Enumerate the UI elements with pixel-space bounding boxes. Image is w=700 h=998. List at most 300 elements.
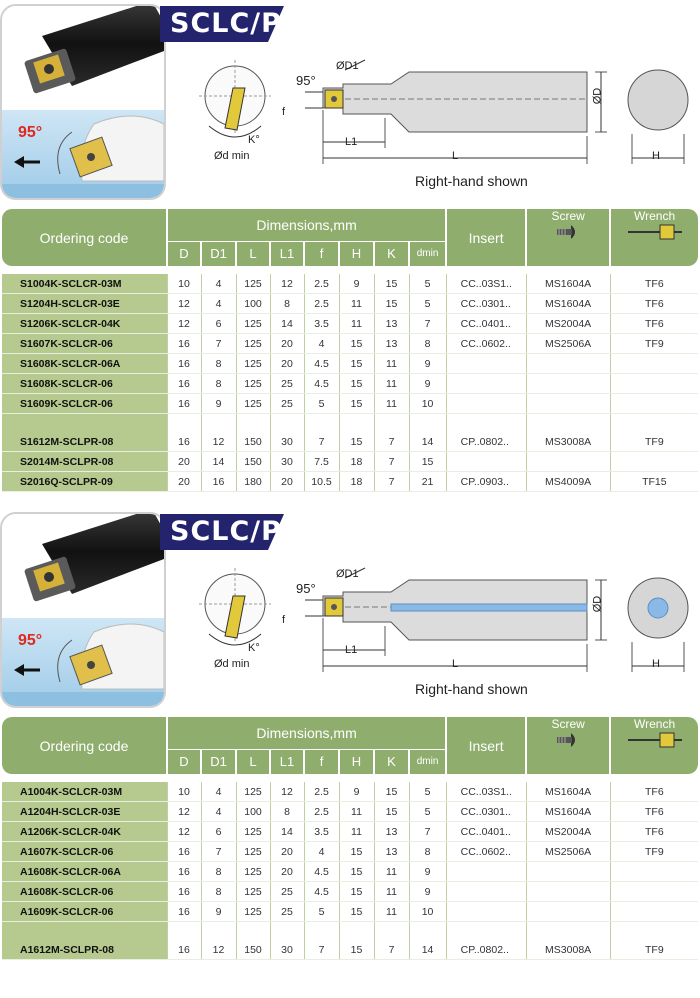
table-row: [2, 902, 698, 922]
header-col-l1: L1: [270, 749, 304, 774]
dim-h: 15: [339, 902, 374, 922]
insert-code: CP..0802..: [446, 940, 526, 960]
ordering-code: A1608K-SCLCR-06A: [2, 862, 167, 882]
insert-code: CC..03S1..: [446, 782, 526, 802]
screw-code: [526, 354, 610, 374]
dim-k: 11: [374, 374, 409, 394]
dim-f: 2.5: [304, 274, 339, 294]
wrench-code: TF6: [610, 274, 698, 294]
dim-l1: 20: [270, 334, 304, 354]
screw-code: MS1604A: [526, 294, 610, 314]
diagram-k: K°: [248, 134, 260, 146]
dim-f: 3.5: [304, 822, 339, 842]
dim-l: 150: [236, 452, 270, 472]
insert-code: [446, 394, 526, 414]
diagram-d: ØD: [591, 595, 604, 613]
dim-d1: 9: [201, 902, 236, 922]
header-col-d: D: [167, 241, 201, 266]
table-spacer-row: [2, 414, 698, 433]
dim-l1: 25: [270, 882, 304, 902]
dim-l1: 25: [270, 374, 304, 394]
dim-f: 4: [304, 842, 339, 862]
dim-dmin: 5: [409, 274, 446, 294]
header-col-d: D: [167, 749, 201, 774]
dim-f: 2.5: [304, 782, 339, 802]
dim-l: 180: [236, 472, 270, 492]
screw-code: MS3008A: [526, 432, 610, 452]
header-wrench-spacer: [610, 749, 698, 774]
header-dimensions: Dimensions,mm: [167, 717, 446, 749]
ordering-code: S1612M-SCLPR-08: [2, 432, 167, 452]
insert-code: CC..0401..: [446, 822, 526, 842]
dim-d: 20: [167, 452, 201, 472]
wrench-code: [610, 902, 698, 922]
screw-code: MS2506A: [526, 842, 610, 862]
header-dimensions: Dimensions,mm: [167, 209, 446, 241]
table-row: [2, 452, 698, 472]
screw-code: [526, 882, 610, 902]
header-col-h: H: [339, 241, 374, 266]
dim-d1: 4: [201, 274, 236, 294]
dim-h: 18: [339, 452, 374, 472]
dim-d1: 16: [201, 472, 236, 492]
diagram-dmin: Ød min: [214, 658, 250, 670]
screw-icon: [553, 731, 583, 749]
ordering-code: S1004K-SCLCR-03M: [2, 274, 167, 294]
dim-dmin: 10: [409, 394, 446, 414]
dim-l: 125: [236, 334, 270, 354]
dim-f: 4.5: [304, 354, 339, 374]
header-col-f: f: [304, 241, 339, 266]
dim-d: 16: [167, 940, 201, 960]
dim-l: 125: [236, 902, 270, 922]
dim-d: 16: [167, 394, 201, 414]
caption: Right-hand shown: [415, 681, 528, 697]
product-photo: [0, 4, 166, 200]
dim-f: 7.5: [304, 452, 339, 472]
dim-h: 15: [339, 374, 374, 394]
screw-code: [526, 862, 610, 882]
wrench-code: TF6: [610, 294, 698, 314]
screw-code: MS1604A: [526, 782, 610, 802]
diagram-l: L: [452, 150, 459, 162]
table-row: [2, 274, 698, 294]
header-wrench-label: Wrench: [634, 717, 676, 731]
header-wrench-label: Wrench: [634, 209, 676, 223]
wrench-code: TF6: [610, 802, 698, 822]
dim-h: 11: [339, 822, 374, 842]
screw-code: MS4009A: [526, 472, 610, 492]
header-col-l: L: [236, 749, 270, 774]
insert-code: CC..0401..: [446, 314, 526, 334]
ordering-code: A1608K-SCLCR-06: [2, 882, 167, 902]
header-screw: [526, 717, 610, 749]
screw-code: [526, 452, 610, 472]
spec-table: [2, 209, 698, 492]
dim-d: 16: [167, 842, 201, 862]
ordering-code: S1204H-SCLCR-03E: [2, 294, 167, 314]
dim-d1: 4: [201, 782, 236, 802]
dim-h: 15: [339, 882, 374, 902]
header-col-f: f: [304, 749, 339, 774]
insert-code: CP..0903..: [446, 472, 526, 492]
wrench-icon: [626, 731, 684, 749]
table-row: [2, 334, 698, 354]
screw-code: MS3008A: [526, 940, 610, 960]
header-col-d1: D1: [201, 749, 236, 774]
header-wrench-spacer: [610, 241, 698, 266]
dim-dmin: 15: [409, 452, 446, 472]
dim-h: 11: [339, 294, 374, 314]
dim-l1: 25: [270, 902, 304, 922]
insert-code: CC..0602..: [446, 842, 526, 862]
wrench-icon: [626, 223, 684, 241]
product-photo: [0, 512, 166, 708]
diagram-angle: 95°: [296, 581, 316, 596]
dim-d: 16: [167, 862, 201, 882]
dim-l: 125: [236, 822, 270, 842]
header-screw-spacer: [526, 241, 610, 266]
spec-table: [2, 717, 698, 960]
table-row: [2, 842, 698, 862]
dim-l1: 20: [270, 354, 304, 374]
header-screw-label: Screw: [551, 209, 585, 223]
dim-k: 11: [374, 354, 409, 374]
ordering-code: S2014M-SCLPR-08: [2, 452, 167, 472]
dim-k: 7: [374, 452, 409, 472]
ordering-code: S1608K-SCLCR-06A: [2, 354, 167, 374]
diagram-angle: 95°: [296, 73, 316, 88]
dim-d: 16: [167, 432, 201, 452]
dim-l1: 8: [270, 802, 304, 822]
dim-k: 11: [374, 862, 409, 882]
wrench-code: [610, 394, 698, 414]
dim-f: 4.5: [304, 862, 339, 882]
dim-l1: 20: [270, 862, 304, 882]
dim-h: 18: [339, 472, 374, 492]
dim-d: 16: [167, 374, 201, 394]
diagram-l: L: [452, 658, 459, 670]
header-col-k: K: [374, 749, 409, 774]
dim-l: 100: [236, 294, 270, 314]
wrench-code: TF6: [610, 822, 698, 842]
wrench-code: [610, 882, 698, 902]
dim-h: 15: [339, 334, 374, 354]
series-name: SCLC/P: [170, 516, 282, 547]
ordering-code: S2016Q-SCLPR-09: [2, 472, 167, 492]
dim-d: 12: [167, 314, 201, 334]
caption: Right-hand shown: [415, 173, 528, 189]
dim-dmin: 5: [409, 782, 446, 802]
table-spacer-row: [2, 922, 698, 941]
dim-k: 11: [374, 902, 409, 922]
dim-d: 16: [167, 334, 201, 354]
dim-dmin: 14: [409, 940, 446, 960]
dim-f: 4.5: [304, 882, 339, 902]
section-coolant: [0, 508, 700, 998]
boring-bar-photo: [2, 514, 164, 706]
angle-label: 95°: [18, 632, 43, 649]
dim-d: 20: [167, 472, 201, 492]
wrench-code: [610, 452, 698, 472]
dim-l1: 30: [270, 452, 304, 472]
technical-drawing: [195, 58, 700, 168]
ordering-code: S1206K-SCLCR-04K: [2, 314, 167, 334]
dim-h: 9: [339, 782, 374, 802]
dim-d: 10: [167, 782, 201, 802]
screw-code: MS2506A: [526, 334, 610, 354]
dim-d1: 4: [201, 294, 236, 314]
dim-k: 15: [374, 802, 409, 822]
dim-h: 15: [339, 432, 374, 452]
spacer-cell: [2, 922, 167, 941]
insert-code: [446, 354, 526, 374]
dim-k: 13: [374, 314, 409, 334]
diagram-d: ØD: [591, 87, 604, 105]
dim-l: 150: [236, 432, 270, 452]
screw-code: MS1604A: [526, 802, 610, 822]
dim-d1: 6: [201, 314, 236, 334]
dim-k: 11: [374, 394, 409, 414]
dim-l: 125: [236, 354, 270, 374]
dim-dmin: 14: [409, 432, 446, 452]
wrench-code: TF9: [610, 334, 698, 354]
dim-l: 125: [236, 314, 270, 334]
insert-code: CC..0301..: [446, 294, 526, 314]
dim-l1: 25: [270, 394, 304, 414]
table-row: [2, 314, 698, 334]
table-row: [2, 940, 698, 960]
dim-h: 15: [339, 862, 374, 882]
dim-d1: 6: [201, 822, 236, 842]
dim-l1: 14: [270, 822, 304, 842]
dim-l: 100: [236, 802, 270, 822]
header-col-l1: L1: [270, 241, 304, 266]
dim-l1: 30: [270, 432, 304, 452]
dim-dmin: 21: [409, 472, 446, 492]
header-col-dmin: dmin: [409, 749, 446, 774]
table-row: [2, 472, 698, 492]
dim-f: 2.5: [304, 802, 339, 822]
dim-d1: 12: [201, 432, 236, 452]
dim-l: 125: [236, 882, 270, 902]
dim-h: 15: [339, 354, 374, 374]
dim-l1: 8: [270, 294, 304, 314]
header-insert: Insert: [446, 717, 526, 774]
dim-h: 11: [339, 802, 374, 822]
diagram-k: K°: [248, 642, 260, 654]
dim-h: 15: [339, 394, 374, 414]
dim-k: 13: [374, 822, 409, 842]
dim-dmin: 9: [409, 882, 446, 902]
ordering-code: S1608K-SCLCR-06: [2, 374, 167, 394]
dim-l: 125: [236, 394, 270, 414]
insert-code: CC..0301..: [446, 802, 526, 822]
wrench-code: [610, 862, 698, 882]
insert-code: [446, 452, 526, 472]
dim-dmin: 5: [409, 294, 446, 314]
diagram-h: H: [652, 658, 660, 670]
dim-l: 125: [236, 374, 270, 394]
table-row: [2, 822, 698, 842]
dim-dmin: 7: [409, 314, 446, 334]
insert-code: CC..03S1..: [446, 274, 526, 294]
spacer-cell: [2, 414, 167, 433]
dim-dmin: 7: [409, 822, 446, 842]
table-row: [2, 394, 698, 414]
wrench-code: TF9: [610, 842, 698, 862]
screw-code: [526, 374, 610, 394]
insert-code: CC..0602..: [446, 334, 526, 354]
header-wrench: [610, 717, 698, 749]
dim-d1: 9: [201, 394, 236, 414]
dim-d: 12: [167, 802, 201, 822]
dim-f: 4: [304, 334, 339, 354]
table-row: [2, 432, 698, 452]
dim-l: 125: [236, 274, 270, 294]
dim-l1: 20: [270, 472, 304, 492]
ordering-code: S1607K-SCLCR-06: [2, 334, 167, 354]
dim-h: 15: [339, 842, 374, 862]
insert-code: CP..0802..: [446, 432, 526, 452]
dim-l: 150: [236, 940, 270, 960]
diagram-l1: L1: [345, 644, 358, 656]
ordering-code: A1607K-SCLCR-06: [2, 842, 167, 862]
header-screw-label: Screw: [551, 717, 585, 731]
header-screw: [526, 209, 610, 241]
ordering-code: A1609K-SCLCR-06: [2, 902, 167, 922]
dim-h: 9: [339, 274, 374, 294]
ordering-code: A1206K-SCLCR-04K: [2, 822, 167, 842]
series-badge: [160, 514, 284, 550]
dim-d1: 8: [201, 374, 236, 394]
table-row: [2, 354, 698, 374]
dim-k: 7: [374, 940, 409, 960]
wrench-code: [610, 354, 698, 374]
wrench-code: TF9: [610, 940, 698, 960]
dim-l1: 14: [270, 314, 304, 334]
series-badge: [160, 6, 284, 42]
dim-l1: 20: [270, 842, 304, 862]
dim-d: 10: [167, 274, 201, 294]
dim-dmin: 10: [409, 902, 446, 922]
dim-k: 7: [374, 472, 409, 492]
screw-icon: [553, 223, 583, 241]
header-col-k: K: [374, 241, 409, 266]
dim-dmin: 5: [409, 802, 446, 822]
dim-f: 7: [304, 432, 339, 452]
wrench-code: TF9: [610, 432, 698, 452]
angle-label: 95°: [18, 124, 43, 141]
dim-f: 5: [304, 394, 339, 414]
dim-d1: 7: [201, 334, 236, 354]
dim-k: 15: [374, 274, 409, 294]
screw-code: MS1604A: [526, 274, 610, 294]
dim-dmin: 8: [409, 842, 446, 862]
dim-f: 4.5: [304, 374, 339, 394]
ordering-code: A1004K-SCLCR-03M: [2, 782, 167, 802]
dim-d1: 14: [201, 452, 236, 472]
dim-d: 12: [167, 294, 201, 314]
dim-k: 13: [374, 334, 409, 354]
header-col-dmin: dmin: [409, 241, 446, 266]
dim-h: 11: [339, 314, 374, 334]
diagram-l1: L1: [345, 136, 358, 148]
diagram-h: H: [652, 150, 660, 162]
dim-f: 5: [304, 902, 339, 922]
wrench-code: TF6: [610, 782, 698, 802]
table-row: [2, 294, 698, 314]
dim-k: 13: [374, 842, 409, 862]
dim-l1: 30: [270, 940, 304, 960]
header-col-h: H: [339, 749, 374, 774]
boring-bar-photo: [2, 6, 164, 198]
dim-d: 16: [167, 354, 201, 374]
dim-dmin: 8: [409, 334, 446, 354]
dim-l1: 12: [270, 274, 304, 294]
insert-code: [446, 374, 526, 394]
header-insert: Insert: [446, 209, 526, 266]
diagram-f: f: [282, 614, 286, 626]
dim-d1: 8: [201, 354, 236, 374]
dim-k: 11: [374, 882, 409, 902]
dim-dmin: 9: [409, 374, 446, 394]
dim-l: 125: [236, 842, 270, 862]
screw-code: [526, 902, 610, 922]
dim-dmin: 9: [409, 354, 446, 374]
diagram-d1: ØD1: [336, 568, 359, 580]
header-col-d1: D1: [201, 241, 236, 266]
insert-code: [446, 882, 526, 902]
dim-f: 3.5: [304, 314, 339, 334]
wrench-code: TF15: [610, 472, 698, 492]
screw-code: MS2004A: [526, 822, 610, 842]
insert-code: [446, 902, 526, 922]
dim-d1: 12: [201, 940, 236, 960]
header-col-l: L: [236, 241, 270, 266]
header-wrench: [610, 209, 698, 241]
dim-d1: 8: [201, 862, 236, 882]
table-row: [2, 782, 698, 802]
header-ordering-code: Ordering code: [2, 717, 167, 774]
dim-h: 15: [339, 940, 374, 960]
dim-k: 7: [374, 432, 409, 452]
dim-d1: 4: [201, 802, 236, 822]
ordering-code: S1609K-SCLCR-06: [2, 394, 167, 414]
dim-k: 15: [374, 294, 409, 314]
dim-d: 16: [167, 902, 201, 922]
table-row: [2, 862, 698, 882]
diagram-dmin: Ød min: [214, 150, 250, 162]
wrench-code: [610, 374, 698, 394]
dim-f: 10.5: [304, 472, 339, 492]
dim-l: 125: [236, 782, 270, 802]
ordering-code: A1612M-SCLPR-08: [2, 940, 167, 960]
wrench-code: TF6: [610, 314, 698, 334]
dim-f: 2.5: [304, 294, 339, 314]
series-name: SCLC/P: [170, 8, 282, 39]
table-row: [2, 882, 698, 902]
dim-d: 12: [167, 822, 201, 842]
dim-l: 125: [236, 862, 270, 882]
screw-code: [526, 394, 610, 414]
dim-dmin: 9: [409, 862, 446, 882]
dim-l1: 12: [270, 782, 304, 802]
header-ordering-code: Ordering code: [2, 209, 167, 266]
diagram-d1: ØD1: [336, 60, 359, 72]
diagram-f: f: [282, 106, 286, 118]
header-screw-spacer: [526, 749, 610, 774]
